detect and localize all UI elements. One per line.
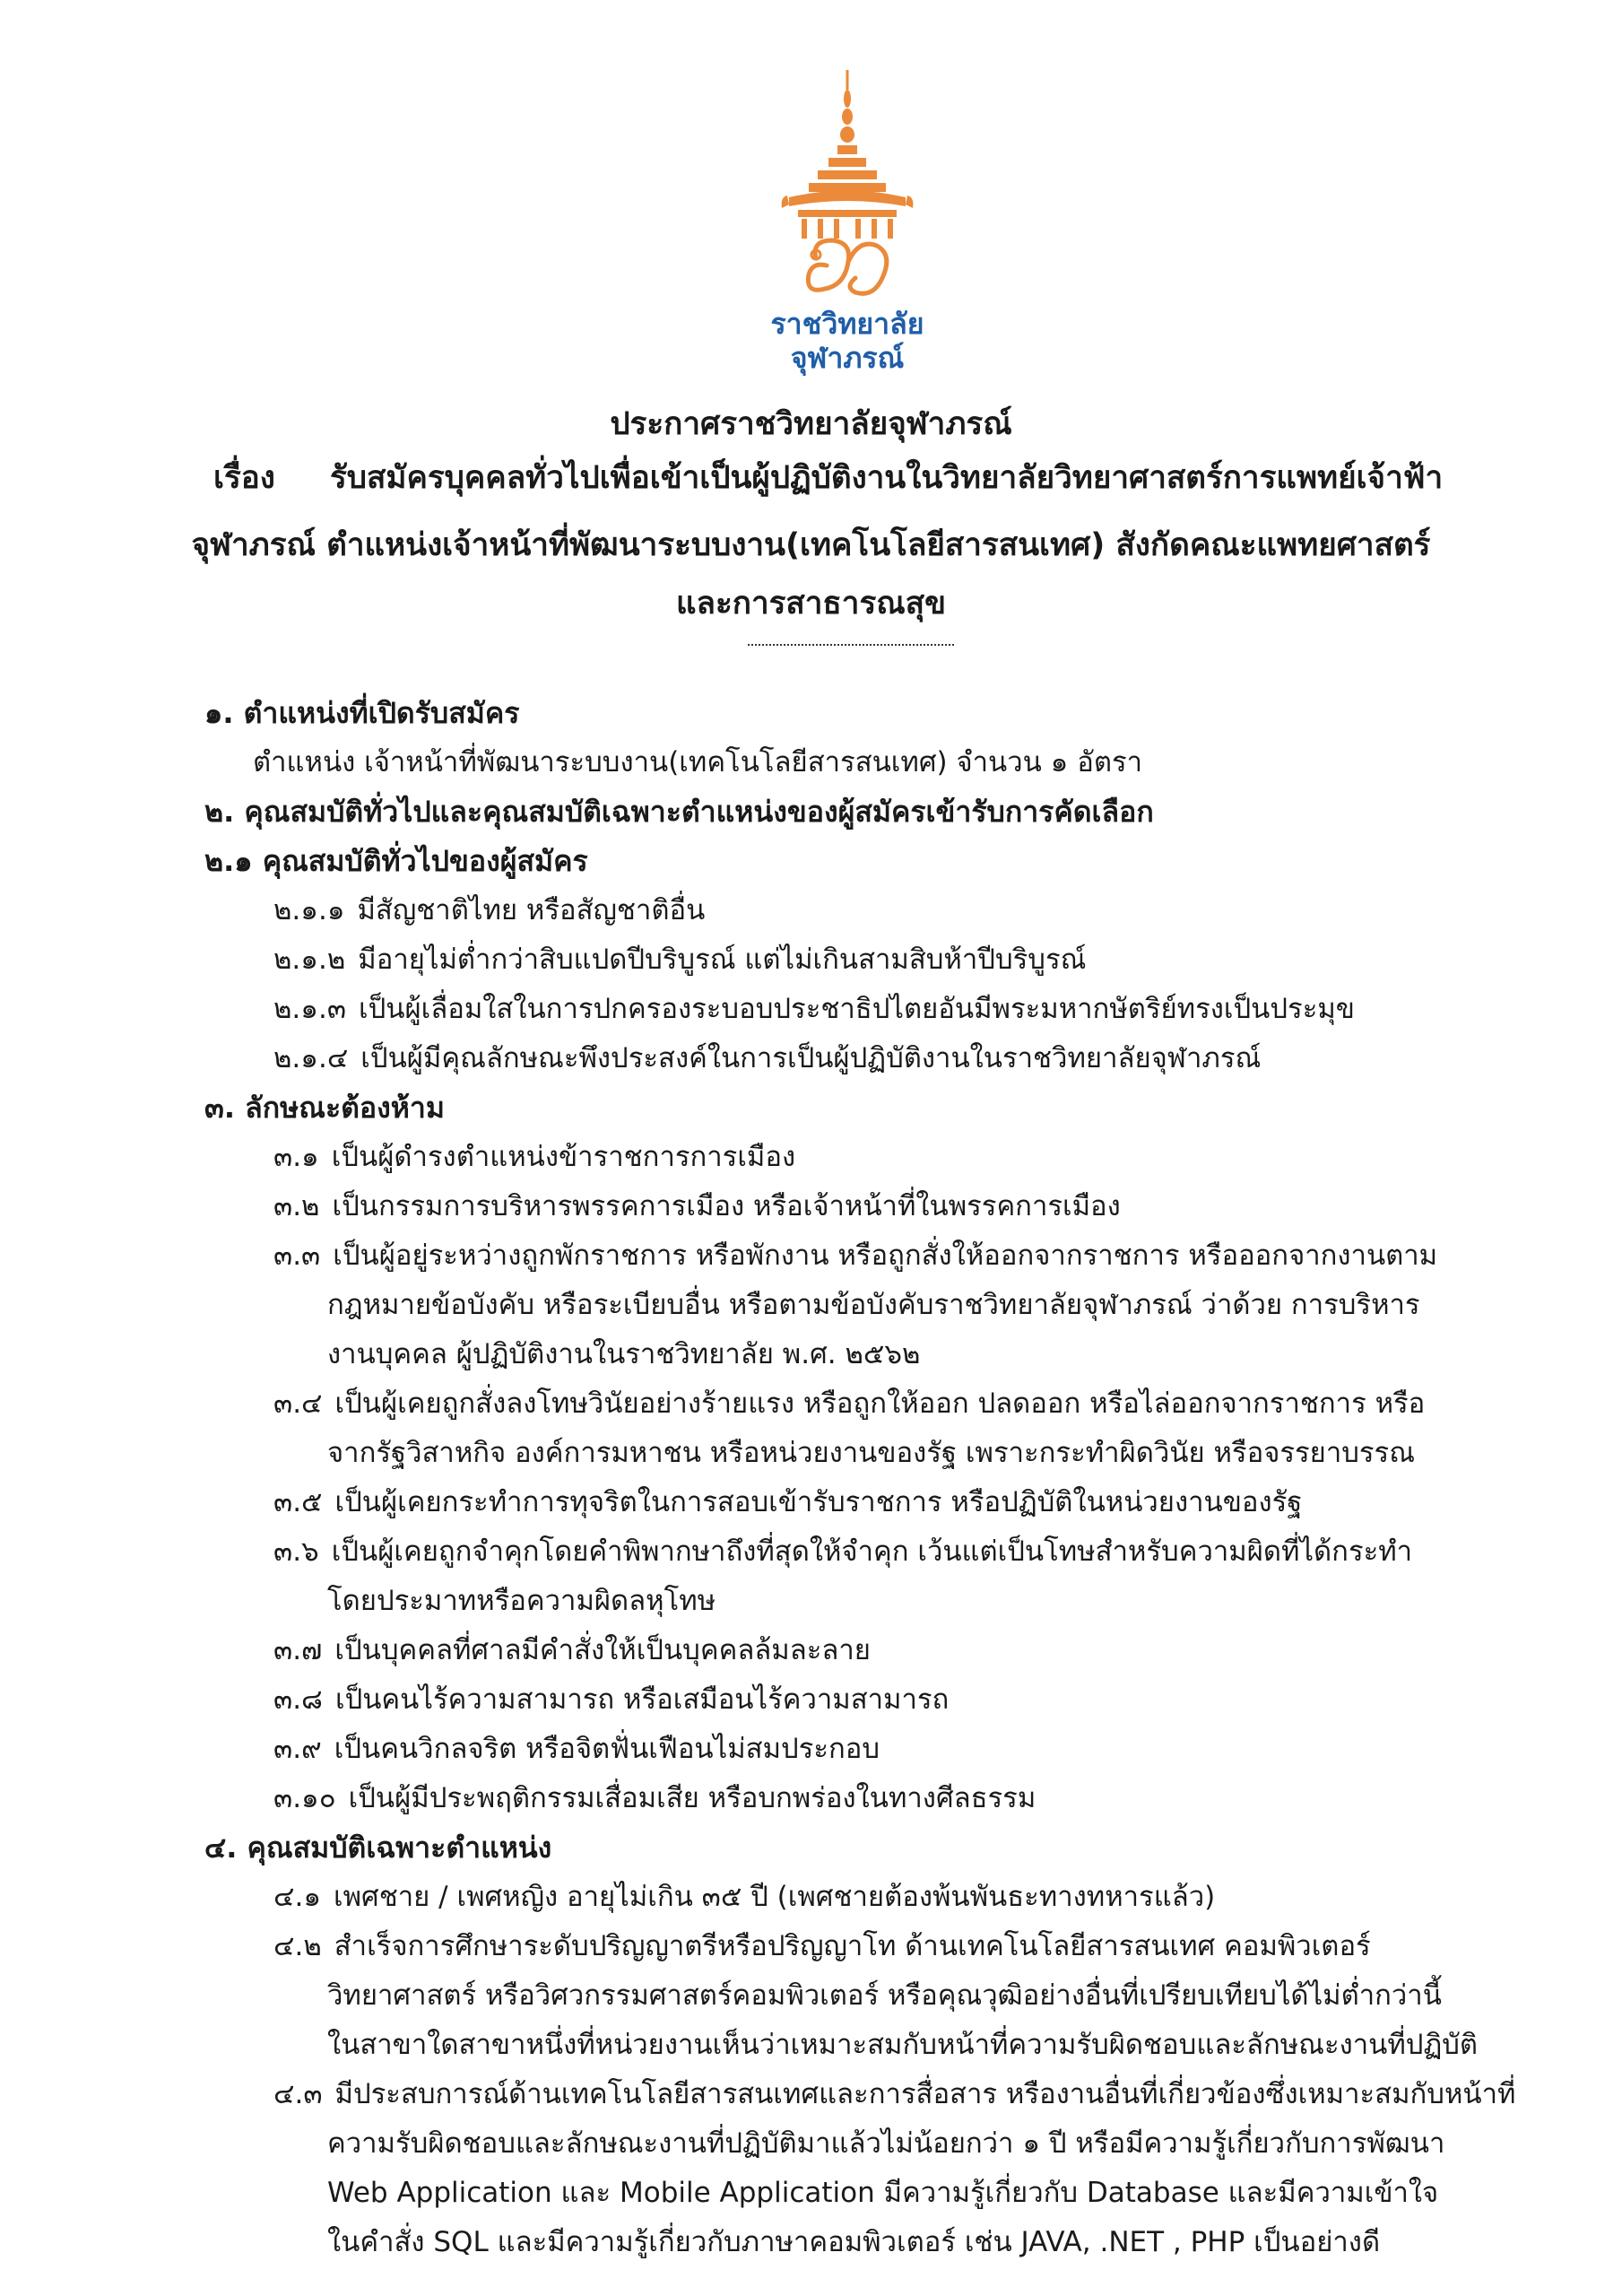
list-item xyxy=(273,1384,1425,1423)
list-item-continuation: โดยประมาทหรือความผิดลหุโทษ xyxy=(327,1585,716,1617)
crown-emblem-icon xyxy=(762,63,932,323)
item-text: เป็นคนไร้ความสามารถ หรือเสมือนไร้ความสามารถ xyxy=(334,1683,950,1716)
item-text: มีประสบการณ์ด้านเทคโนโลยีสารสนเทศและการสื่อสาร หรืองานอื่นที่เกี่ยวข้องซึ่งเหมาะสมกับหน้าที่ xyxy=(334,2078,1516,2110)
item-number: ๓.๘ xyxy=(273,1683,323,1716)
subject-text-1: รับสมัครบุคคลทั่วไปเพื่อเข้าเป็นผู้ปฏิบัติงานในวิทยาลัยวิทยาศาสตร์การแพทย์เจ้าฟ้า xyxy=(330,460,1444,496)
list-item-continuation: งานบุคคล ผู้ปฏิบัติงานในราชวิทยาลัย พ.ศ. ๒๕๖๒ xyxy=(327,1338,921,1370)
item-number: ๒.๑.๑ xyxy=(273,894,345,926)
item-number: ๔.๒ xyxy=(273,1930,322,1962)
list-item xyxy=(273,989,1355,1029)
subject-line-2: จุฬาภรณ์ ตำแหน่งเจ้าหน้าที่พัฒนาระบบงาน(เทคโนโลยีสารสนเทศ) สังกัดคณะแพทยศาสตร์ xyxy=(191,527,1431,563)
list-item xyxy=(273,940,1086,979)
list-item-continuation: ในคำสั่ง SQL และมีความรู้เกี่ยวกับภาษาคอมพิวเตอร์ เช่น JAVA, .NET , PHP เป็นอย่างดี xyxy=(327,2226,1381,2258)
item-text: มีสัญชาติไทย หรือสัญชาติอื่น xyxy=(357,894,706,926)
item-number: ๒.๑.๒ xyxy=(273,944,346,976)
item-number: ๓.๓ xyxy=(273,1239,321,1272)
item-text: เป็นผู้อยู่ระหว่างถูกพักราชการ หรือพักงาน หรือถูกสั่งให้ออกจากราชการ หรือออกจากงานตาม xyxy=(333,1239,1438,1272)
item-text: เป็นผู้เคยถูกสั่งลงโทษวินัยอย่างร้ายแรง หรือถูกให้ออก ปลดออก หรือไล่ออกจากราชการ หรือ xyxy=(334,1387,1426,1420)
item-text: เป็นบุคคลที่ศาลมีคำสั่งให้เป็นบุคคลล้มละลาย xyxy=(334,1634,871,1666)
list-item-continuation: ความรับผิดชอบและลักษณะงานที่ปฏิบัติมาแล้วไม่น้อยกว่า ๑ ปี หรือมีความรู้เกี่ยวกับการพัฒนา xyxy=(327,2127,1445,2160)
item-number: ๓.๕ xyxy=(273,1486,323,1518)
subject-line-3: และการสาธารณสุข xyxy=(675,586,947,622)
list-item xyxy=(273,1187,1121,1226)
item-number: ๓.๙ xyxy=(273,1733,322,1765)
list-item xyxy=(273,1137,795,1177)
item-number: ๒.๑.๓ xyxy=(273,993,347,1025)
item-text: เป็นผู้มีคุณลักษณะพึงประสงค์ในการเป็นผู้ปฏิบัติงานในราชวิทยาลัยจุฬาภรณ์ xyxy=(360,1042,1262,1074)
list-item xyxy=(273,1532,1412,1571)
list-item xyxy=(273,1039,1261,1078)
item-text: เป็นกรรมการบริหารพรรคการเมือง หรือเจ้าหน้าที่ในพรรคการเมือง xyxy=(332,1190,1121,1222)
list-item-continuation: วิทยาศาสตร์ หรือวิศวกรรมศาสตร์คอมพิวเตอร์ หรือคุณวุฒิอย่างอื่นที่เปรียบเทียบได้ไม่ต่ำกว่านี้ xyxy=(327,1979,1442,2012)
list-item xyxy=(273,1236,1437,1275)
university-logo xyxy=(762,63,932,386)
list-item-continuation: จากรัฐวิสาหกิจ องค์การมหาชน หรือหน่วยงานของรัฐ เพราะกระทำผิดวินัย หรือจรรยาบรรณ xyxy=(327,1437,1415,1469)
logo-text-line1: ราชวิทยาลัย xyxy=(770,307,924,341)
item-number: ๓.๔ xyxy=(273,1387,323,1420)
list-item xyxy=(273,1483,1302,1522)
dotted-divider xyxy=(748,644,954,646)
logo-text-line2: จุฬาภรณ์ xyxy=(790,341,905,375)
section-1-heading: ๑. ตำแหน่งที่เปิดรับสมัคร xyxy=(204,696,520,730)
list-item xyxy=(273,1680,949,1719)
item-text: เป็นผู้เคยถูกจำคุกโดยคำพิพากษาถึงที่สุดให้จำคุก เว้นแต่เป็นโทษสำหรับความผิดที่ได้กระทำ xyxy=(331,1535,1413,1568)
item-text: เป็นผู้เลื่อมใสในการปกครองระบอบประชาธิปไตยอันมีพระมหากษัตริย์ทรงเป็นประมุข xyxy=(359,993,1355,1025)
list-item-continuation: กฎหมายข้อบังคับ หรือระเบียบอื่น หรือตามข้อบังคับราชวิทยาลัยจุฬาภรณ์ ว่าด้วย การบริหาร xyxy=(327,1289,1420,1321)
announcement-title: ประกาศราชวิทยาลัยจุฬาภรณ์ xyxy=(610,406,1012,442)
item-text: เป็นผู้เคยกระทำการทุจริตในการสอบเข้ารับราชการ หรือปฏิบัติในหน่วยงานของรัฐ xyxy=(334,1486,1303,1518)
section-3-heading: ๓. ลักษณะต้องห้าม xyxy=(204,1091,445,1125)
list-item-continuation: ในสาขาใดสาขาหนึ่งที่หน่วยงานเห็นว่าเหมาะสมกับหน้าที่ความรับผิดชอบและลักษณะงานที่ปฏิบัติ xyxy=(327,2029,1479,2061)
item-number: ๓.๑ xyxy=(273,1141,319,1173)
section-2-heading: ๒. คุณสมบัติทั่วไปและคุณสมบัติเฉพาะตำแหน่งของผู้สมัครเข้ารับการคัดเลือก xyxy=(204,795,1154,829)
item-number: ๓.๖ xyxy=(273,1535,319,1568)
item-text: เป็นคนวิกลจริต หรือจิตฟั่นเฟือนไม่สมประกอบ xyxy=(334,1733,880,1765)
item-number: ๒.๑.๔ xyxy=(273,1042,349,1074)
item-text: เพศชาย / เพศหญิง อายุไม่เกิน ๓๕ ปี (เพศชายต้องพ้นพันธะทางทหารแล้ว) xyxy=(334,1881,1216,1913)
list-item xyxy=(273,1877,1215,1917)
item-number: ๔.๓ xyxy=(273,2078,323,2110)
list-item xyxy=(273,891,705,930)
item-text: มีอายุไม่ต่ำกว่าสิบแปดปีบริบูรณ์ แต่ไม่เกินสามสิบห้าปีบริบูรณ์ xyxy=(358,944,1087,976)
item-number: ๓.๒ xyxy=(273,1190,320,1222)
item-text: เป็นผู้มีประพฤติกรรมเสื่อมเสีย หรือบกพร่องในทางศีลธรรม xyxy=(348,1782,1037,1814)
item-text: เป็นผู้ดำรงตำแหน่งข้าราชการการเมือง xyxy=(331,1141,796,1173)
item-number: ๓.๗ xyxy=(273,1634,323,1666)
list-item-continuation: Web Application และ Mobile Application มีความรู้เกี่ยวกับ Database และมีความเข้าใจ xyxy=(327,2177,1439,2209)
list-item xyxy=(273,2074,1515,2114)
list-item xyxy=(273,1926,1371,1966)
item-text: สำเร็จการศึกษาระดับปริญญาตรีหรือปริญญาโท ด้านเทคโนโลยีสารสนเทศ คอมพิวเตอร์ xyxy=(334,1930,1371,1962)
subject-label: เรื่อง xyxy=(213,460,275,496)
section-4-heading: ๔. คุณสมบัติเฉพาะตำแหน่ง xyxy=(204,1831,552,1865)
section-1-position-line: ตำแหน่ง เจ้าหน้าที่พัฒนาระบบงาน(เทคโนโลยีสารสนเทศ) จำนวน ๑ อัตรา xyxy=(253,746,1143,778)
item-number: ๔.๑ xyxy=(273,1881,321,1913)
list-item xyxy=(273,1729,880,1769)
list-item xyxy=(273,1631,871,1670)
subject-line-1 xyxy=(213,453,1443,503)
item-number: ๓.๑๐ xyxy=(273,1782,336,1814)
list-item xyxy=(273,1779,1036,1818)
section-2-1-heading: ๒.๑ คุณสมบัติทั่วไปของผู้สมัคร xyxy=(204,844,588,878)
